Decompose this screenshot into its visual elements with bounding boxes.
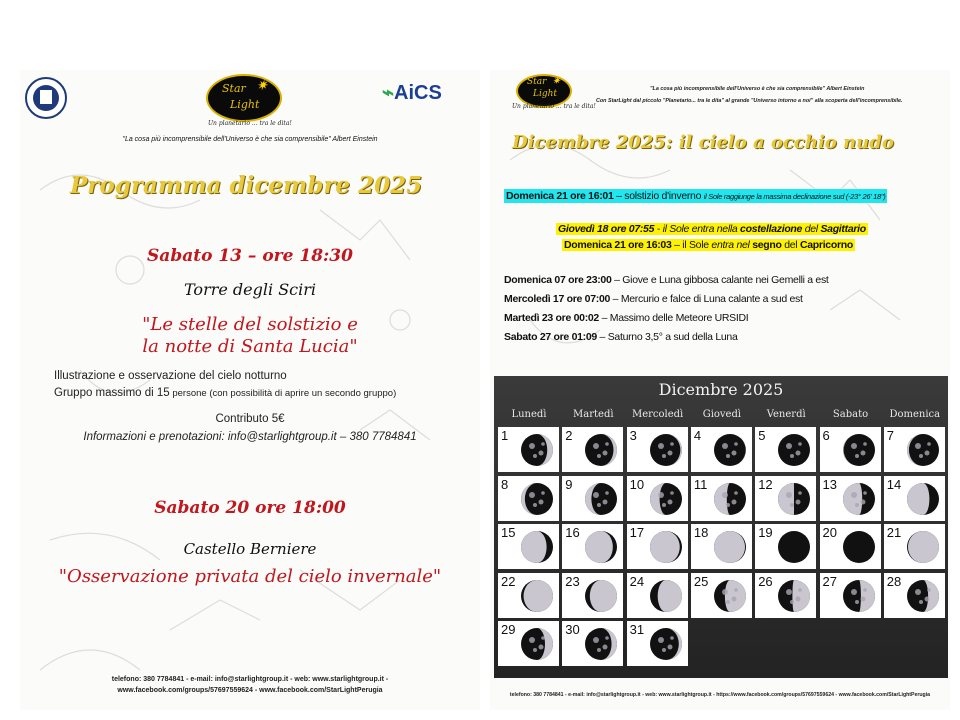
weekday-header: Giovedì bbox=[702, 409, 742, 420]
calendar-day bbox=[820, 524, 881, 569]
moon-phase-icon bbox=[842, 482, 876, 516]
calendar-day bbox=[755, 427, 816, 472]
sun1-target: Sagittario bbox=[820, 223, 866, 235]
event1-place: Torre degli Sciri bbox=[184, 280, 316, 299]
calendar-day bbox=[884, 524, 945, 569]
day-number: 21 bbox=[886, 525, 902, 540]
event-date: Mercoledì 17 ore 07:00 bbox=[504, 293, 611, 305]
moon-phase-icon bbox=[713, 433, 747, 467]
moon-phase-icon bbox=[906, 579, 940, 613]
moon-phase-icon bbox=[649, 530, 683, 564]
logo-text-star: Star bbox=[527, 77, 547, 87]
moon-phase-icon bbox=[520, 530, 554, 564]
solstice-date: Domenica 21 ore 16:01 bbox=[506, 190, 614, 202]
day-number: 28 bbox=[886, 573, 902, 589]
event-text: – Mercurio e falce di Luna calante a sud est bbox=[610, 293, 803, 305]
page-title: Dicembre 2025: il cielo a occhio nudo bbox=[512, 132, 894, 153]
calendar-day bbox=[627, 524, 688, 569]
event-text: – Saturno 3,5° a sud della Luna bbox=[596, 331, 738, 343]
event-date: Martedì 23 ore 00:02 bbox=[504, 312, 599, 324]
calendar-day bbox=[627, 621, 688, 666]
sun2-text: – il Sole bbox=[671, 239, 712, 251]
group-size: Gruppo massimo di 15 bbox=[54, 387, 170, 399]
day-number: 23 bbox=[565, 573, 580, 589]
day-number: 3 bbox=[629, 428, 637, 443]
sun1-date: Giovedì 18 ore 07:55 bbox=[558, 223, 655, 235]
moon-phase-icon bbox=[713, 579, 747, 613]
moon-phase-icon bbox=[520, 579, 554, 613]
calendar-day bbox=[691, 476, 752, 521]
moon-phase-icon bbox=[777, 579, 811, 613]
event-text: – Giove e Luna gibbosa calante nei Gemelli a est bbox=[611, 274, 829, 286]
calendar-day bbox=[627, 573, 688, 618]
event2-place: Castello Berniere bbox=[183, 540, 317, 558]
logo-tagline: Un planetario ... tra le dita! bbox=[208, 120, 292, 127]
calendar-day bbox=[562, 621, 623, 666]
day-number: 11 bbox=[693, 476, 708, 492]
day-number: 4 bbox=[693, 428, 702, 443]
event1-description: Illustrazione e osservazione del cielo notturno bbox=[54, 370, 287, 382]
moon-phase-icon bbox=[777, 482, 811, 516]
day-number: 10 bbox=[629, 476, 645, 492]
event-date: Sabato 27 ore 01:09 bbox=[504, 331, 597, 343]
group-note: persone (con possibilità di aprire un secondo gruppo) bbox=[169, 388, 397, 399]
day-number: 1 bbox=[501, 428, 509, 443]
day-number: 2 bbox=[565, 428, 573, 443]
calendar-day bbox=[884, 573, 945, 618]
sun2-date: Domenica 21 ore 16:03 bbox=[564, 239, 672, 251]
moon-phase-icon bbox=[649, 433, 683, 467]
calendar-day bbox=[498, 427, 559, 472]
calendar-day bbox=[820, 476, 881, 521]
calendar-title: Dicembre 2025 bbox=[658, 380, 784, 399]
moon-phase-icon bbox=[842, 433, 876, 467]
calendar-day bbox=[691, 573, 752, 618]
calendar-day bbox=[498, 573, 559, 618]
calendar-day bbox=[498, 476, 559, 521]
weekday-header: Venerdì bbox=[766, 409, 806, 420]
day-number: 29 bbox=[501, 622, 516, 637]
day-number: 27 bbox=[822, 573, 837, 589]
calendar-day bbox=[691, 524, 752, 569]
logo-tagline: Un planetario ... tra le dita! bbox=[512, 103, 596, 110]
event1-title-line2: la notte di Santa Lucia" bbox=[142, 336, 358, 357]
event1-contribution: Contributo 5€ bbox=[215, 413, 285, 425]
logo-text-light: Light bbox=[533, 89, 558, 99]
einstein-quote: "La cosa più incomprensibile dell'Universo è che sia comprensibile" Albert Einstein bbox=[122, 136, 378, 143]
moon-calendar bbox=[494, 376, 948, 678]
sky-page bbox=[490, 70, 950, 710]
calendar-day bbox=[627, 476, 688, 521]
moon-phase-icon bbox=[584, 627, 618, 661]
day-number: 13 bbox=[822, 476, 837, 492]
moon-phase-icon bbox=[649, 482, 683, 516]
event-text: – Massimo delle Meteore URSIDI bbox=[598, 312, 749, 324]
page-title: Programma dicembre 2025 bbox=[70, 172, 423, 199]
solstice-event bbox=[504, 189, 887, 203]
sun1-kind: costellazione bbox=[740, 223, 803, 235]
event2-title: "Osservazione privata del cielo invernale" bbox=[58, 566, 442, 587]
program-page bbox=[20, 70, 480, 710]
sun-capricorn-event bbox=[562, 239, 855, 251]
moon-phase-icon bbox=[520, 433, 554, 467]
event1-title-line1: "Le stelle del solstizio e bbox=[142, 314, 358, 335]
day-number: 8 bbox=[501, 476, 509, 492]
day-number: 20 bbox=[822, 525, 837, 540]
day-number: 17 bbox=[629, 525, 645, 540]
moon-phase-icon bbox=[906, 433, 940, 467]
star-icon: ✷ bbox=[552, 76, 561, 87]
weekday-header: Sabato bbox=[832, 409, 869, 420]
moon-phase-icon bbox=[584, 482, 618, 516]
solstice-label: – solstizio d'inverno bbox=[613, 190, 704, 202]
sun1-text: - il Sole bbox=[654, 223, 692, 235]
day-number: 19 bbox=[758, 525, 773, 540]
day-number: 25 bbox=[693, 573, 709, 589]
sun2-kind: segno bbox=[752, 239, 782, 251]
day-number: 14 bbox=[886, 476, 902, 492]
sun-sagittarius-event bbox=[556, 223, 868, 235]
calendar-day bbox=[562, 427, 623, 472]
event1-info-link[interactable]: Informazioni e prenotazioni: info@starlightgroup.it – 380 7784841 bbox=[83, 431, 417, 443]
sun1-verb: entra nella bbox=[691, 223, 741, 235]
calendar-day bbox=[498, 621, 559, 666]
sun2-verb: entra nel bbox=[711, 239, 753, 251]
solstice-note: il Sole raggiunge la massima declinazione sud (-23° 26' 18") bbox=[703, 192, 886, 201]
footer-line1: telefono: 380 7784841 - e-mail: info@starlightgroup.it - web: www.starlightgroup.it - bbox=[111, 676, 389, 683]
calendar-day bbox=[755, 573, 816, 618]
calendar-day bbox=[562, 573, 623, 618]
calendar-day bbox=[562, 476, 623, 521]
calendar-day bbox=[627, 427, 688, 472]
sun2-target: Capricorno bbox=[799, 239, 853, 251]
day-number: 7 bbox=[886, 428, 895, 443]
moon-phase-icon bbox=[713, 482, 747, 516]
aics-logo: ⌁AiCS bbox=[382, 82, 442, 104]
event2-date: Sabato 20 ore 18:00 bbox=[154, 498, 346, 518]
event-item bbox=[504, 293, 803, 305]
moon-phase-icon bbox=[713, 530, 747, 564]
starlight-logo bbox=[206, 74, 282, 122]
star-icon: ✷ bbox=[256, 78, 268, 94]
calendar-day bbox=[562, 524, 623, 569]
sun1-prep: del bbox=[802, 223, 821, 235]
event1-date: Sabato 13 – ore 18:30 bbox=[147, 246, 353, 266]
moon-phase-icon bbox=[520, 627, 554, 661]
calendar-day bbox=[820, 573, 881, 618]
logo-text-star: Star bbox=[222, 82, 246, 95]
day-number: 24 bbox=[629, 573, 645, 589]
moon-phase-icon bbox=[777, 433, 811, 467]
weekday-header: Lunedì bbox=[511, 409, 547, 420]
uai-logo bbox=[24, 76, 68, 120]
event-item bbox=[504, 274, 829, 286]
event-date: Domenica 07 ore 23:00 bbox=[504, 274, 612, 286]
day-number: 16 bbox=[565, 525, 580, 540]
day-number: 15 bbox=[501, 525, 516, 540]
calendar-day bbox=[498, 524, 559, 569]
moon-phase-icon bbox=[649, 627, 683, 661]
moon-phase-icon bbox=[906, 530, 940, 564]
moon-phase-icon bbox=[584, 530, 618, 564]
calendar-day bbox=[884, 476, 945, 521]
day-number: 12 bbox=[758, 476, 773, 492]
day-number: 31 bbox=[629, 622, 645, 637]
day-number: 18 bbox=[693, 525, 709, 540]
calendar-day bbox=[884, 427, 945, 472]
moon-phase-icon bbox=[584, 579, 618, 613]
day-number: 9 bbox=[565, 476, 573, 492]
moon-phase-icon bbox=[777, 530, 811, 564]
moon-phase-icon bbox=[584, 433, 618, 467]
day-number: 22 bbox=[501, 573, 516, 589]
calendar-day bbox=[755, 524, 816, 569]
moon-phase-icon bbox=[842, 530, 876, 564]
moon-phase-icon bbox=[906, 482, 940, 516]
footer-contacts: telefono: 380 7784841 - e-mail: info@starlightgroup.it - web: www.starlightgroup.it - https://www.facebook.com/groups/57697559624 - www.facebook.com/StarLightPerugia bbox=[509, 692, 931, 698]
weekday-header: Domenica bbox=[889, 409, 941, 420]
day-number: 26 bbox=[758, 573, 773, 589]
event1-group-note bbox=[54, 387, 396, 399]
day-number: 30 bbox=[565, 622, 580, 637]
weekday-header: Mercoledì bbox=[631, 409, 684, 420]
calendar-day bbox=[691, 427, 752, 472]
day-number: 6 bbox=[822, 428, 830, 443]
day-number: 5 bbox=[758, 428, 766, 443]
footer-line2: www.facebook.com/groups/57697559624 - www.facebook.com/StarLightPerugia bbox=[117, 687, 383, 694]
moon-phase-icon bbox=[520, 482, 554, 516]
logo-text-light: Light bbox=[230, 98, 260, 111]
calendar-day bbox=[820, 427, 881, 472]
event-item bbox=[504, 331, 737, 343]
moon-phase-icon bbox=[649, 579, 683, 613]
calendar-day bbox=[755, 476, 816, 521]
sun2-prep: del bbox=[781, 239, 800, 251]
einstein-quote: "La cosa più incomprensibile dell'Universo è che sia comprensibile" Albert Einstein bbox=[650, 86, 865, 92]
weekday-header: Martedì bbox=[573, 409, 614, 420]
moon-phase-icon bbox=[842, 579, 876, 613]
event-item bbox=[504, 312, 748, 324]
aics-logo-text: AiCS bbox=[394, 82, 442, 104]
starlight-motto: Con StarLight dal piccolo "Planetario... tra le dita" al grande "Universo intorno a noi" alla scoperta dell'incomprensibile. bbox=[596, 98, 903, 104]
